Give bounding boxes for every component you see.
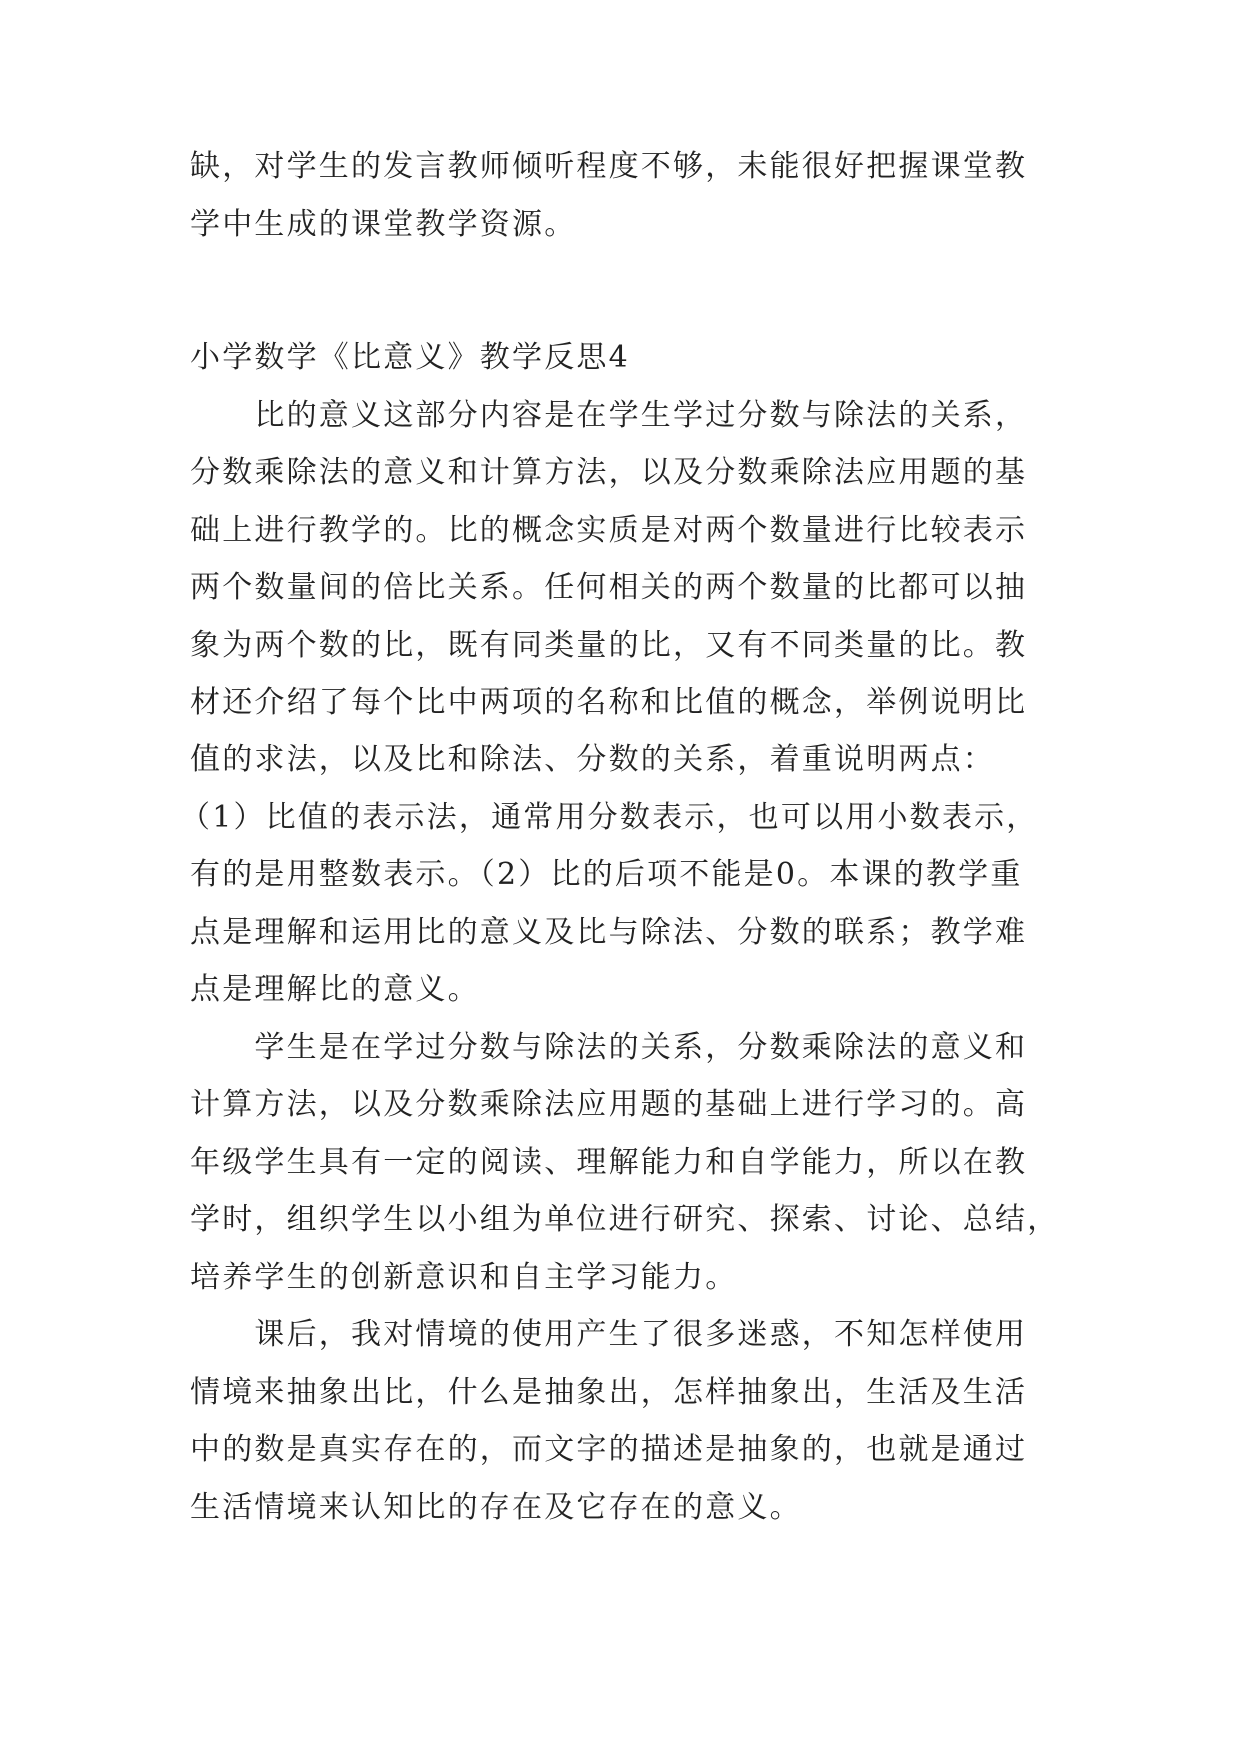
- paragraph-line: 点是理解比的意义。: [190, 972, 480, 1007]
- paragraph-line: 年级学生具有一定的阅读、理解能力和自学能力，所以在教: [190, 1145, 1028, 1180]
- paragraph-line: 础上进行教学的。比的概念实质是对两个数量进行比较表示: [190, 513, 1028, 548]
- section-heading: 小学数学《比意义》教学反思4: [190, 340, 630, 375]
- paragraph-line: 生活情境来认知比的存在及它存在的意义。: [190, 1490, 802, 1525]
- paragraph-line: 课后，我对情境的使用产生了很多迷惑，不知怎样使用: [190, 1317, 1028, 1352]
- paragraph-line: 培养学生的创新意识和自主学习能力。: [190, 1260, 738, 1295]
- paragraph-line: 两个数量间的倍比关系。任何相关的两个数量的比都可以抽: [190, 570, 1028, 605]
- paragraph-line: 象为两个数的比，既有同类量的比，又有不同类量的比。教: [190, 628, 1028, 663]
- paragraph-line: 分数乘除法的意义和计算方法，以及分数乘除法应用题的基: [190, 455, 1028, 490]
- paragraph-line: 值的求法，以及比和除法、分数的关系，着重说明两点：: [190, 742, 995, 777]
- paragraph-line: 计算方法，以及分数乘除法应用题的基础上进行学习的。高: [190, 1087, 1028, 1122]
- paragraph-line: 比的意义这部分内容是在学生学过分数与除法的关系，: [190, 398, 1028, 433]
- paragraph-line: 学中生成的课堂教学资源。: [190, 207, 577, 242]
- paragraph-line: 有的是用整数表示。（2）比的后项不能是0。本课的教学重: [190, 857, 1023, 892]
- paragraph-line: 点是理解和运用比的意义及比与除法、分数的联系；教学难: [190, 915, 1028, 950]
- paragraph-line: 学生是在学过分数与除法的关系，分数乘除法的意义和: [190, 1030, 1028, 1065]
- paragraph-line: 缺，对学生的发言教师倾听程度不够，未能很好把握课堂教: [190, 149, 1028, 184]
- paragraph-line: 情境来抽象出比，什么是抽象出，怎样抽象出，生活及生活: [190, 1375, 1028, 1410]
- paragraph-line: （1）比值的表示法，通常用分数表示，也可以用小数表示，: [180, 800, 1039, 835]
- paragraph-line: 学时，组织学生以小组为单位进行研究、探索、讨论、总结，: [190, 1202, 1060, 1237]
- paragraph-line: 中的数是真实存在的，而文字的描述是抽象的，也就是通过: [190, 1432, 1028, 1467]
- paragraph-line: 材还介绍了每个比中两项的名称和比值的概念，举例说明比: [190, 685, 1028, 720]
